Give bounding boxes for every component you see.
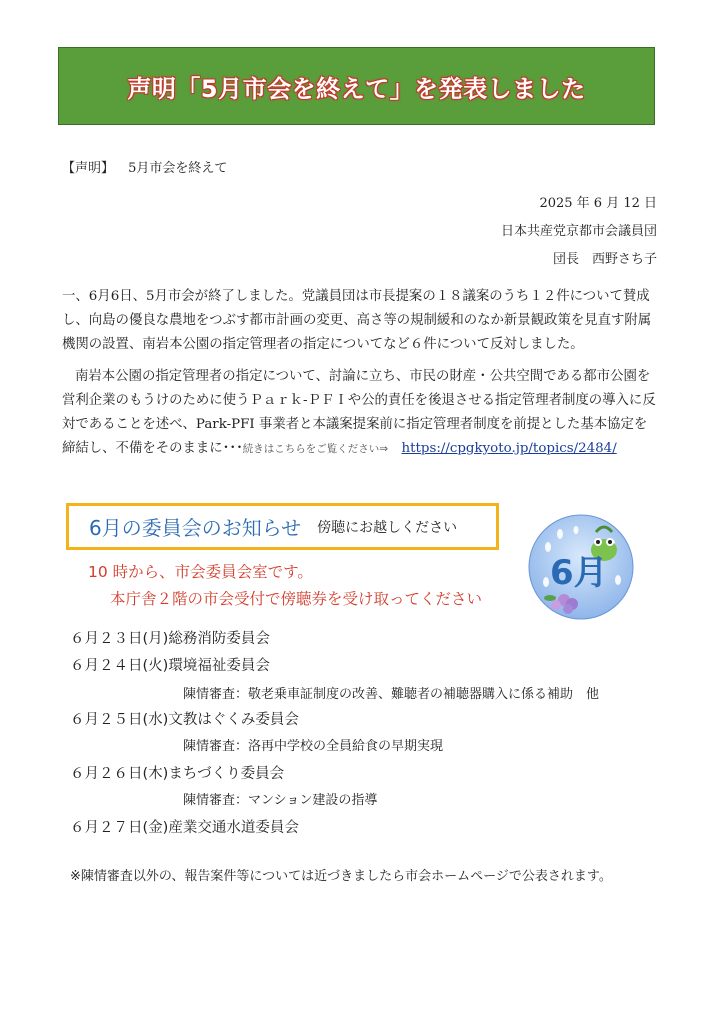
notice-ticket: 本庁舎２階の市会受付で傍聴券を受け取ってください <box>110 590 483 608</box>
article-link[interactable]: https://cpgkyoto.jp/topics/2484/ <box>401 441 617 456</box>
committee-date: ６月２６日(木) <box>70 766 169 782</box>
committee-name: 文教はぐくみ委員会 <box>168 712 299 728</box>
committee-name: 環境福祉委員会 <box>168 658 270 674</box>
page-title: 声明「5月市会を終えて」を発表しました <box>127 74 586 103</box>
statement-signatory: 団長 西野さち子 <box>552 252 657 267</box>
committee-name: 総務消防委員会 <box>168 631 270 647</box>
june-badge <box>526 512 636 622</box>
committee-petition: 陳情審査：敬老乗車証制度の改善、難聴者の補聴器購入に係る補助 他 <box>183 687 600 702</box>
committee-row <box>70 816 299 837</box>
continue-text: 続きはこちらをご覧ください⇒ <box>242 443 389 455</box>
committee-petition: 陳情審査：洛再中学校の全員給食の早期実現 <box>183 739 444 754</box>
statement-paragraph-1: 一、6月6日、5月市会が終了しました。党議員団は市長提案の１８議案のうち１２件について賛成し、向島の優良な農地をつぶす都市計画の変更、高さ等の規制緩和のなか新景観政策を見直す附属機関の設置、南岩本公園の指定管理者の指定についてなど６件について反対しました。 <box>62 289 652 352</box>
committee-row <box>70 654 270 675</box>
committee-name: 産業交通水道委員会 <box>168 820 299 836</box>
committee-name: まちづくり委員会 <box>168 766 285 782</box>
statement-paragraph-2 <box>62 365 660 461</box>
committee-petition: 陳情審査：マンション建設の指導 <box>183 793 378 808</box>
committee-date: ６月２４日(火) <box>70 658 169 674</box>
notice-time: 10 時から、市会委員会室です。 <box>88 563 313 581</box>
statement-date: 2025 年 6 月 12 日 <box>539 196 657 211</box>
title-banner <box>58 47 655 125</box>
statement-subject-text: 5月市会を終えて <box>128 161 228 176</box>
committee-row <box>70 708 299 729</box>
statement-organization: 日本共産党京都市会議員団 <box>500 224 657 239</box>
statement-subject <box>62 157 227 176</box>
committee-row <box>70 762 284 783</box>
footnote: ※陳情審査以外の、報告案件等については近づきましたら市会ホームページで公表されます。 <box>70 869 612 884</box>
badge-text: 6月 <box>550 553 608 593</box>
committee-date: ６月２７日(金) <box>70 820 169 836</box>
notice-box <box>66 503 499 550</box>
statement-paragraph-2-text: 南岩本公園の指定管理者の指定について、討論に立ち、市民の財産・公共空間である都市公園を営利企業のもうけのために使うＰａｒｋ‐ＰＦＩや公的責任を後退させる指定管理者制度の導入に反対であることを述べ、Park-PFI 事業者と本議案提案前に指定管理者制度を前提とした基本協定を締結し、不備をそのままに･･･ <box>62 369 656 456</box>
committee-date: ６月２５日(水) <box>70 712 169 728</box>
notice-title: 6月の委員会のお知らせ <box>89 516 302 540</box>
committee-date: ６月２３日(月) <box>70 631 169 647</box>
committee-row <box>70 627 270 648</box>
statement-label: 【声明】 <box>62 161 115 176</box>
notice-subtitle: 傍聴にお越しください <box>317 519 458 536</box>
